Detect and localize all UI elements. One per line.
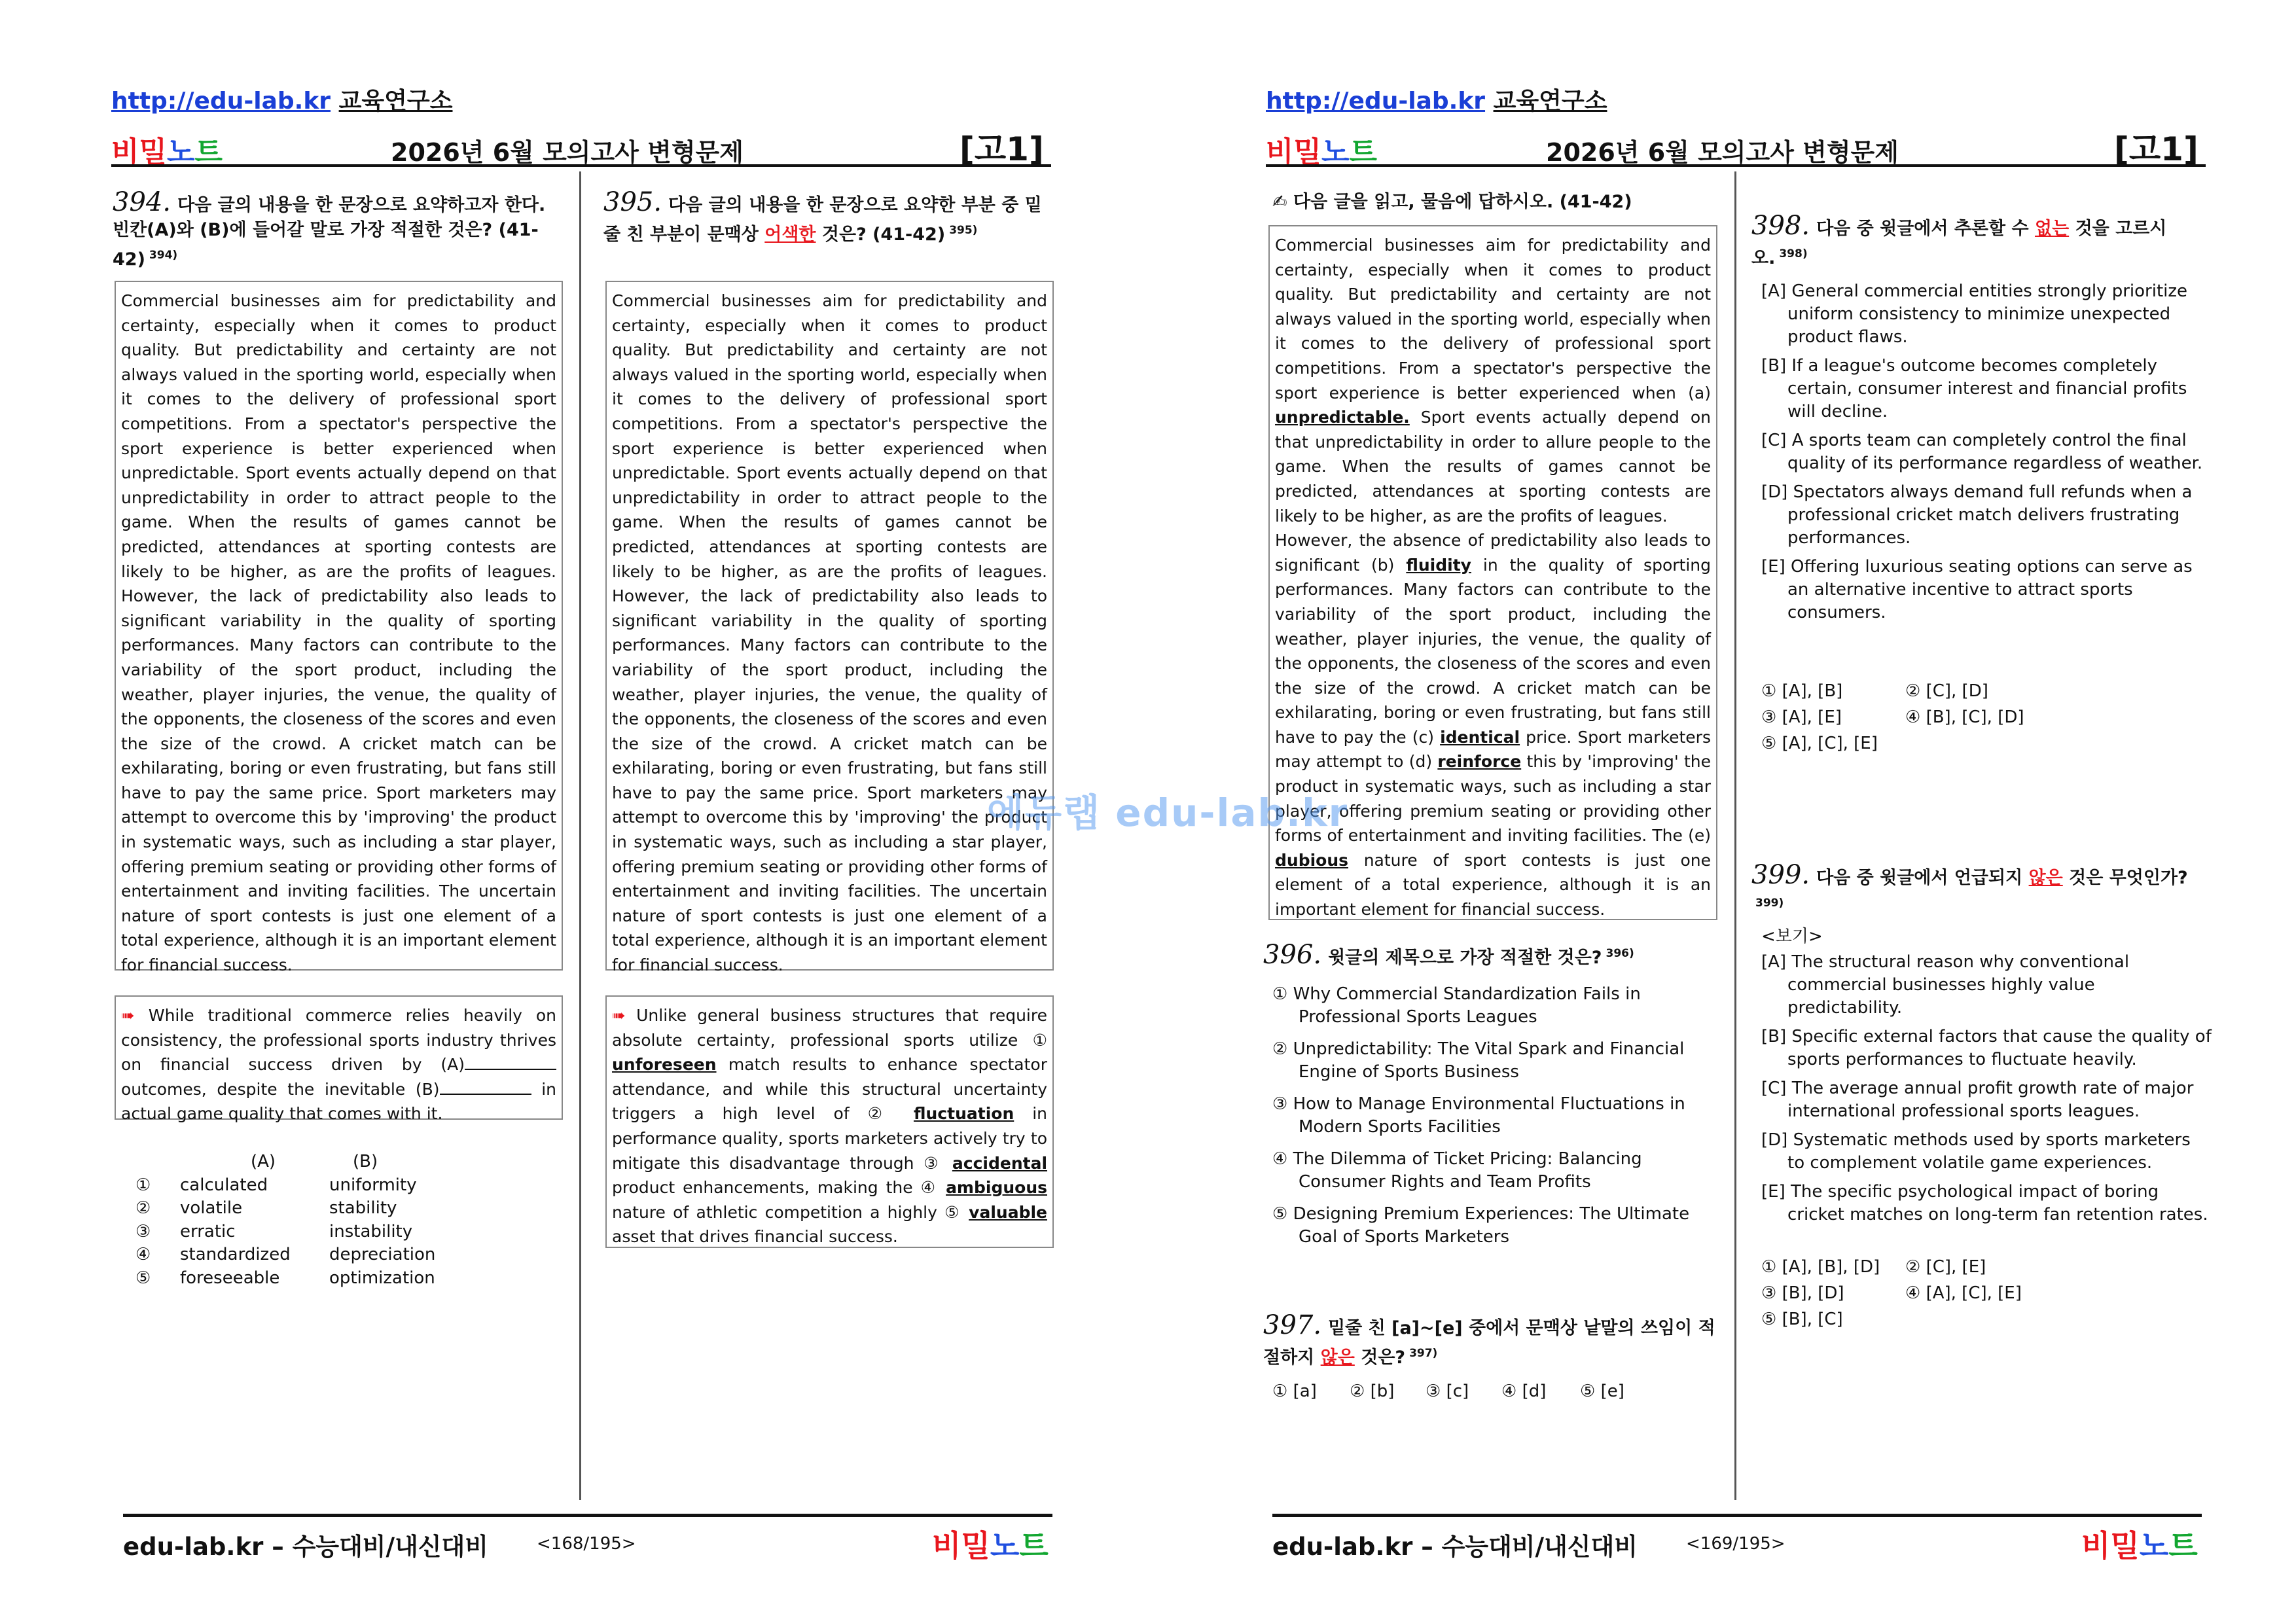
option-row[interactable] (135, 1174, 435, 1198)
option-item[interactable]: ② [b] (1350, 1382, 1395, 1401)
question-395-prompt (603, 187, 1049, 247)
option-b: depreciation (329, 1245, 436, 1264)
summary-text: product enhancements, making the ④ (612, 1178, 939, 1198)
underlined-word: unforeseen (612, 1055, 717, 1075)
option-a: standardized (180, 1245, 291, 1264)
option-b: uniformity (329, 1175, 417, 1195)
options-394 (135, 1150, 435, 1290)
brand-char: 비 (2081, 1528, 2111, 1563)
brand-char: 밀 (2110, 1528, 2140, 1563)
answers-398 (1761, 678, 2089, 757)
statement-item: [D] Spectators always demand full refunds when a professional cricket match delivers frustrating performances. (1761, 482, 2193, 548)
brand-char: 노 (1321, 135, 1350, 169)
page-number: <168/195> (537, 1534, 636, 1554)
options-397 (1272, 1378, 1624, 1404)
summary-text: Unlike general business structures that require absolute certainty, professional sports utilize ① (612, 1006, 1047, 1050)
brand-char: 비 (1266, 135, 1294, 169)
passage-box: Commercial businesses aim for predictability and certainty, especially when it comes to product quality. But predictability and certainty are not always valued in the sporting world, especially when it comes to the delivery of professional sport competitions. From a spectator's perspective the sport experience is better experienced when unpredictable. Sport events actually depend on that unpredictability in order to attract people to the game. When the results of games cannot be predicted, attendances at sporting contests are likely to be higher, as are the profits of leagues. However, the lack of predictability also leads to significant variability in the quality of sporting performances. Many factors can contribute to the variability of the sport product, including the weather, player injuries, the venue, the quality of the opponents, the closeness of the scores and even the size of the crowd. A cricket match can be exhilarating, boring or even frustrating, but fans still have to pay the same price. Sport marketers may attempt to overcome this by 'improving' the product in systematic ways, such as including a star player, offering premium seating or providing other forms of entertainment and inviting facilities. The uncertain nature of sport contests is just one element of a total experience, although it is an important element for financial success. (605, 281, 1054, 971)
option-a: foreseeable (180, 1268, 280, 1288)
exam-title: 2026년 6월 모의고사 변형문제 (391, 138, 744, 167)
summary-text: in performance quality, sports marketers actively try to mitigate this disadvantage through ③ (612, 1104, 1048, 1173)
footnote-mark: 395) (949, 224, 978, 237)
brand-char: 밀 (1293, 135, 1322, 169)
option-row[interactable] (135, 1197, 435, 1221)
statement-item: [B] Specific external factors that cause the quality of sports performances to fluctuate heavily. (1761, 1027, 2212, 1069)
question-text: 밑줄 친 [a]~[e] 중에서 문맥상 낱말의 쓰임이 적절하지 (1263, 1318, 1715, 1368)
grade-label: [고1] (2114, 130, 2198, 168)
statements-399 (1761, 925, 2213, 1232)
watermark-text: 에듀랩 edu-lab.kr (987, 791, 1349, 835)
question-text: 다음 중 윗글에서 추론할 수 (1816, 219, 2029, 239)
question-396 (1263, 941, 1721, 971)
arrow-icon: ➠ (612, 1006, 626, 1025)
summary-text: nature of athletic competition a highly ⑤ (612, 1202, 961, 1222)
option-b: optimization (329, 1268, 435, 1288)
summary-text: in actual game quality that comes with it. (121, 1079, 556, 1124)
col-b-label: (B) (353, 1152, 378, 1171)
option-row[interactable] (135, 1267, 435, 1291)
option-item[interactable]: ③ How to Manage Environmental Fluctuations in Modern Sports Facilities (1272, 1094, 1685, 1137)
footer-rule (1272, 1514, 2202, 1517)
question-number: 398. (1751, 211, 1810, 241)
passage-text: Sport events actually depend on that unpredictability in order to allure people to the game. When the results of games cannot be predicted, attendances at sporting contests are likely to be higher, as are the profits of leagues. (1275, 408, 1711, 526)
header-rule (1266, 164, 2206, 167)
statement-item: [A] General commercial entities strongly prioritize uniform consistency to minimize unexpected product flaws. (1761, 281, 2188, 347)
options-header (135, 1150, 435, 1174)
passage-text: in the quality of sporting performances. Many factors can contribute to the variability of the sport product, including the weather, player injuries, the venue, the quality of the opponents, the closeness of the scores and even the size of the crowd. A cricket match can be exhilarating, boring or even frustrating, but fans still have to pay the (c) (1275, 555, 1711, 747)
footer-brand-logo (932, 1522, 1049, 1565)
bogi-label: <보기> (1761, 927, 1823, 946)
passage-text: Commercial businesses aim for predictability and certainty, especially when it comes to product quality. But predictability and certainty are not always valued in the sporting world, especially when it comes to the delivery of professional sport competitions. From a spectator's perspective the sport experience is better experienced when (a) (1275, 236, 1711, 402)
statement-item: [E] Offering luxurious seating options can serve as an alternative incentive to attract sports consumers. (1761, 557, 2193, 622)
option-item[interactable]: ⑤ [B], [C] (1761, 1310, 1843, 1329)
statement-item: [B] If a league's outcome becomes completely certain, consumer interest and financial profits will decline. (1761, 356, 2187, 421)
passage-text: However, the absence of predictability also leads to significant (b) (1275, 531, 1711, 575)
option-row[interactable] (135, 1243, 435, 1267)
footnote-mark: 397) (1409, 1347, 1438, 1360)
option-row[interactable] (135, 1221, 435, 1244)
blank-a (465, 1056, 556, 1070)
brand-char: 밀 (961, 1528, 990, 1563)
brand-char: 트 (194, 135, 223, 169)
option-a: volatile (180, 1198, 243, 1218)
option-item[interactable]: ③ [B], [D] (1761, 1283, 1844, 1303)
summary-text: outcomes, despite the inevitable (B) (121, 1079, 440, 1099)
question-399-prompt (1751, 860, 2203, 920)
site-org: 교육연구소 (338, 88, 453, 115)
option-item[interactable]: ② [C], [D] (1905, 681, 1988, 701)
question-text: 것은? (41-42) (821, 224, 946, 245)
option-item[interactable]: ① [A], [B] (1761, 681, 1843, 701)
option-item[interactable]: ④ [B], [C], [D] (1905, 707, 2024, 727)
brand-char: 노 (167, 135, 195, 169)
option-item[interactable]: ⑤ [A], [C], [E] (1761, 734, 1878, 753)
statement-item: [C] The average annual profit growth rate of major international professional sports leagues. (1761, 1079, 2194, 1121)
option-item[interactable]: ④ [A], [C], [E] (1905, 1283, 2022, 1303)
footer-site: edu-lab.kr – 수능대비/내신대비 (123, 1533, 489, 1561)
question-399 (1751, 860, 2203, 920)
answers-399 (1761, 1254, 2102, 1332)
option-item[interactable]: ④ The Dilemma of Ticket Pricing: Balancing Consumer Rights and Team Profits (1272, 1149, 1642, 1192)
question-396-prompt (1263, 941, 1721, 971)
passage-text: nature of sport contests is just one element of a total experience, although it is an important element for financial success. (1275, 850, 1711, 919)
column-divider (1734, 171, 1736, 1500)
question-397 (1263, 1310, 1721, 1370)
statements-398 (1761, 280, 2206, 630)
page-number: <169/195> (1686, 1534, 1785, 1554)
option-b: stability (329, 1198, 397, 1218)
underlined-word: ambiguous (946, 1178, 1047, 1198)
question-number: 396. (1263, 940, 1322, 970)
emphasis-text: 않은 (1320, 1347, 1355, 1368)
underlined-word: accidental (952, 1153, 1048, 1173)
question-text: 윗글의 제목으로 가장 적절한 것은? (1328, 948, 1602, 968)
question-text: 다음 중 윗글에서 언급되지 (1816, 868, 2023, 888)
site-link[interactable] (111, 82, 452, 116)
option-mark: ② (135, 1198, 151, 1218)
col-a-label: (A) (251, 1152, 276, 1171)
column-divider (579, 171, 581, 1500)
question-number: 399. (1751, 860, 1810, 890)
passage-text: this by 'improving' the product in systematic ways, such as including a star player, offering premium seating or providing other forms of entertainment and inviting facilities. The (e) (1275, 752, 1711, 846)
underlined-word-e: dubious (1275, 850, 1349, 870)
question-398 (1751, 213, 2203, 271)
underlined-word: valuable (969, 1202, 1047, 1222)
option-item[interactable]: ⑤ Designing Premium Experiences: The Ultimate Goal of Sports Marketers (1272, 1204, 1690, 1247)
options-396 (1272, 983, 1731, 1258)
option-item[interactable]: ① [a] (1272, 1382, 1317, 1401)
arrow-icon: ➠ (121, 1006, 135, 1025)
footer-brand-logo (2081, 1522, 2198, 1565)
footer-site: edu-lab.kr – 수능대비/내신대비 (1272, 1533, 1638, 1561)
option-a: erratic (180, 1221, 236, 1241)
underlined-word-c: identical (1440, 727, 1520, 747)
question-398-prompt (1751, 213, 2203, 271)
brand-char: 비 (932, 1528, 961, 1563)
summary-text: asset that drives financial success. (612, 1227, 898, 1247)
statement-item: [D] Systematic methods used by sports marketers to complement volatile game experiences. (1761, 1130, 2191, 1173)
option-mark: ① (135, 1175, 151, 1195)
site-link[interactable] (1266, 82, 1607, 116)
underlined-word-a: unpredictable. (1275, 408, 1410, 427)
site-org: 교육연구소 (1493, 88, 1607, 115)
question-394-prompt (113, 187, 558, 272)
option-mark: ⑤ (135, 1268, 151, 1288)
question-number: 397. (1263, 1310, 1322, 1340)
brand-char: 비 (111, 135, 139, 169)
option-a: calculated (180, 1175, 268, 1195)
emphasis-text: 없는 (2034, 219, 2070, 239)
question-text: 것은? (1361, 1347, 1406, 1368)
option-mark: ③ (135, 1221, 151, 1241)
summary-text: match results to enhance spectator attendance, and while this structural uncertainty triggers a high level of ② (612, 1055, 1047, 1124)
brand-char: 트 (1349, 135, 1378, 169)
underlined-word-b: fluidity (1406, 555, 1471, 575)
brand-char: 트 (2168, 1528, 2198, 1563)
option-mark: ④ (135, 1245, 151, 1264)
brand-char: 노 (2139, 1528, 2169, 1563)
question-number: 395. (603, 187, 662, 217)
footnote-mark: 398) (1779, 247, 1808, 260)
question-text: 것은 무엇인가? (2069, 868, 2188, 888)
option-item[interactable]: ① [A], [B], [D] (1761, 1257, 1880, 1277)
statement-item: [E] The specific psychological impact of boring cricket matches on long-term fan retention rates. (1761, 1182, 2208, 1224)
summary-box (115, 995, 563, 1124)
exam-title: 2026년 6월 모의고사 변형문제 (1546, 138, 1899, 167)
question-number: 394. (113, 187, 171, 217)
question-397-prompt (1263, 1310, 1721, 1370)
emphasis-text: 않은 (2028, 868, 2063, 888)
statement-item: [A] The structural reason why conventional commercial businesses highly value predictability. (1761, 952, 2130, 1018)
footnote-mark: 394) (149, 249, 178, 262)
footnote-mark: 399) (1755, 897, 1784, 910)
question-394 (113, 187, 558, 272)
summary-text: While traditional commerce relies heavily on consistency, the professional sports industry thrives on financial success driven by (A) (121, 1006, 557, 1075)
site-url[interactable]: http://edu-lab.kr (111, 88, 331, 115)
option-item[interactable]: ① Why Commercial Standardization Fails in Professional Sports Leagues (1272, 984, 1641, 1027)
option-item[interactable]: ⑤ [e] (1580, 1382, 1624, 1401)
summary-box (605, 995, 1054, 1248)
passage-box: Commercial businesses aim for predictability and certainty, especially when it comes to product quality. But predictability and certainty are not always valued in the sporting world, especially when it comes to the delivery of professional sport competitions. From a spectator's perspective the sport experience is better experienced when unpredictable. Sport events actually depend on that unpredictability in order to attract people to the game. When the results of games cannot be predicted, attendances at sporting contests are likely to be higher, as are the profits of leagues. However, the lack of predictability also leads to significant variability in the quality of sporting performances. Many factors can contribute to the variability of the sport product, including the weather, player injuries, the venue, the quality of the opponents, the closeness of the scores and even the size of the crowd. A cricket match can be exhilarating, boring or even frustrating, but fans still have to pay the same price. Sport marketers may attempt to overcome this by 'improving' the product in systematic ways, such as including a star player, offering premium seating or providing other forms of entertainment and inviting facilities. The uncertain nature of sport contests is just one element of a total experience, although it is an important element for financial success. (115, 281, 563, 971)
underlined-word-d: reinforce (1437, 752, 1522, 772)
question-395 (603, 187, 1049, 247)
instruction-text: ✍ 다음 글을 읽고, 물음에 답하시오. (41-42) (1272, 192, 1632, 212)
site-url[interactable]: http://edu-lab.kr (1266, 88, 1486, 115)
footnote-mark: 396) (1605, 947, 1634, 960)
statement-item: [C] A sports team can completely control the final quality of its performance regardless of weather. (1761, 431, 2203, 473)
underlined-word: fluctuation (913, 1104, 1014, 1124)
header-rule (111, 164, 1051, 167)
option-item[interactable]: ③ [A], [E] (1761, 707, 1842, 727)
emphasis-text: 어색한 (764, 224, 816, 245)
brand-char: 노 (990, 1528, 1020, 1563)
question-text: 것을 고르시오. (1751, 219, 2167, 268)
option-item[interactable]: ② Unpredictability: The Vital Spark and Financial Engine of Sports Business (1272, 1039, 1685, 1082)
blank-b (440, 1080, 531, 1095)
brand-char: 밀 (139, 135, 168, 169)
passage-text: price. Sport marketers may attempt to (d) (1275, 727, 1711, 772)
option-item[interactable]: ③ [c] (1426, 1382, 1469, 1401)
grade-label: [고1] (960, 130, 1044, 168)
question-text: 다음 글의 내용을 한 문장으로 요약한 부분 중 밑줄 친 부분이 문맥상 (603, 195, 1042, 245)
option-b: instability (329, 1221, 413, 1241)
footer-rule (123, 1514, 1052, 1517)
brand-char: 트 (1019, 1528, 1049, 1563)
option-item[interactable]: ④ [d] (1501, 1382, 1547, 1401)
question-text: 다음 글의 내용을 한 문장으로 요약하고자 한다. 빈칸(A)와 (B)에 들어갈 말로 가장 적절한 것은? (41-42) (113, 195, 546, 270)
option-item[interactable]: ② [C], [E] (1905, 1257, 1986, 1277)
